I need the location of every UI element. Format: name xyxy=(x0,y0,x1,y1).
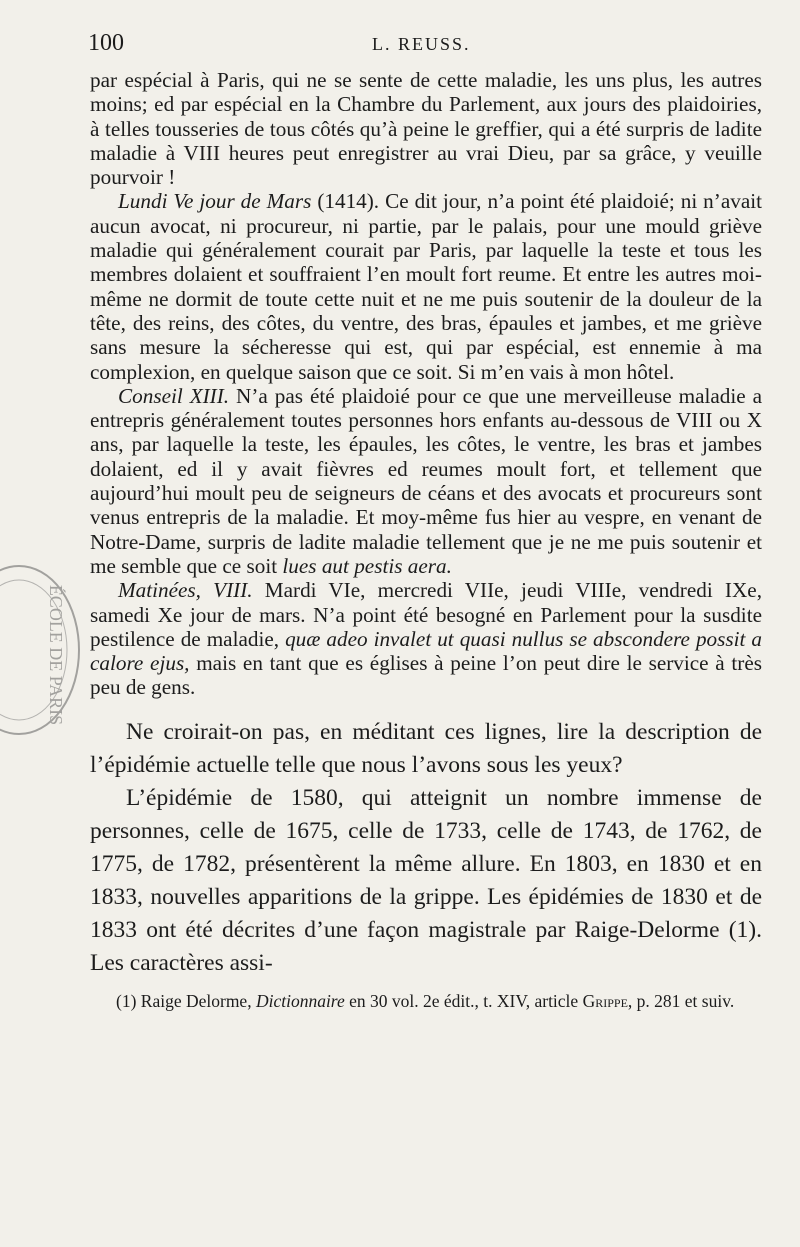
quote-paragraph-4: Matinées, VIII. Mardi VIe, mercredi VIIe, jeudi VIIIe, vendredi IXe, samedi Xe jour de mars. N’a point été besogné en Parlement pour la susdite pestilence de maladie, quæ adeo invalet ut quasi nullus se abscondere possit a calore ejus, mais en tant que es églises à peine l’on peut dire le service à très peu de gens. xyxy=(90,578,762,700)
latin-phrase: lues aut pestis aera. xyxy=(282,553,452,578)
quoted-passage xyxy=(90,68,762,700)
quote-paragraph-2: Lundi Ve jour de Mars (1414). Ce dit jour, n’a point été plaidoié; ni n’avait aucun avocat, ni procureur, ni partie, par le palais, pour une mould griève maladie qui généralement courait par Paris, par laquelle la teste et tous les membres dolaient et souffraient l’en moult fort reume. Et entre les autres moi-même ne dormit de toute cette nuit et ne me puis soutenir de la douleur de la tête, des reins, des côtes, du ventre, des bras, épaules et jambes, et me griève sans mesure la sécheresse qui est, qui par espécial, est ennemie à ma complexion, en quelque saison que ce soit. Si m’en vais à mon hôtel. xyxy=(90,189,762,384)
footnote-title: Dictionnaire xyxy=(255,990,345,1011)
stamp-text: ÉCOLE DE PARIS xyxy=(46,584,66,726)
running-title: L. REUSS. xyxy=(372,34,471,54)
quote-date-heading: Lundi Ve jour de Mars xyxy=(118,189,312,214)
quote-council-heading: Conseil XIII. xyxy=(118,383,230,408)
body-paragraph-2: L’épidémie de 1580, qui atteignit un nombre immense de personnes, celle de 1675, celle de 1733, celle de 1743, de 1762, de 1775, de 1782, présentèrent la même allure. En 1803, en 1830 et en 1833, nouvelles apparitions de la grippe. Les épidémies de 1830 et de 1833 ont été décrites d’une façon magistrale par Raige-Delorme (1). Les caractères assi- xyxy=(90,784,762,976)
page-number: 100 xyxy=(88,30,124,56)
page-header xyxy=(88,30,770,64)
body-paragraph-1: Ne croirait-on pas, en méditant ces lignes, lire la description de l’épidémie actuelle telle que nous l’avons sous les yeux? xyxy=(90,718,762,778)
footnote: (1) Raige Delorme, Dictionnaire en 30 vol. 2e édit., t. XIV, article Grippe, p. 281 et suiv. xyxy=(116,990,735,1011)
quote-paragraph-1: par espécial à Paris, qui ne se sente de cette maladie, les uns plus, les autres moins; ed par espécial en la Chambre du Parlement, aux jours des plaidoiries, à telles tousseries de tous côtés qu’à peine le greffier, qui a été surpris de ladite maladie à VIII heures peut enregistrer au vrai Dieu, par sa grâce, y veuille pourvoir ! xyxy=(90,68,762,190)
page-text xyxy=(90,68,762,1012)
latin-phrase: quæ adeo invalet ut quasi nullus se abscondere possit a calore ejus, xyxy=(90,626,762,676)
library-stamp xyxy=(0,560,84,740)
body-text xyxy=(90,716,762,980)
footnote-article: Grippe xyxy=(582,990,628,1011)
quote-matinees-heading: Matinées, VIII. xyxy=(118,578,253,603)
quote-paragraph-3: Conseil XIII. N’a pas été plaidoié pour ce que une merveilleuse maladie a entrepris généralement toutes personnes hors enfants au-dessous de VIII ou X ans, par laquelle la teste, les épaules, les côtes, le ventre, les bras et jambes dolaient, ed il y avait fièvres ed reumes moult fort, et tellement que aujourd’hui moult peu de seigneurs de céans et des avocats et procureurs sont venus entrepris de la maladie. Et moy-même fus hier au vespre, en venant de Notre-Dame, surpris de ladite maladie tellement que je ne me puis soutenir et me semble que ce soit lues aut pestis aera. xyxy=(90,383,763,578)
